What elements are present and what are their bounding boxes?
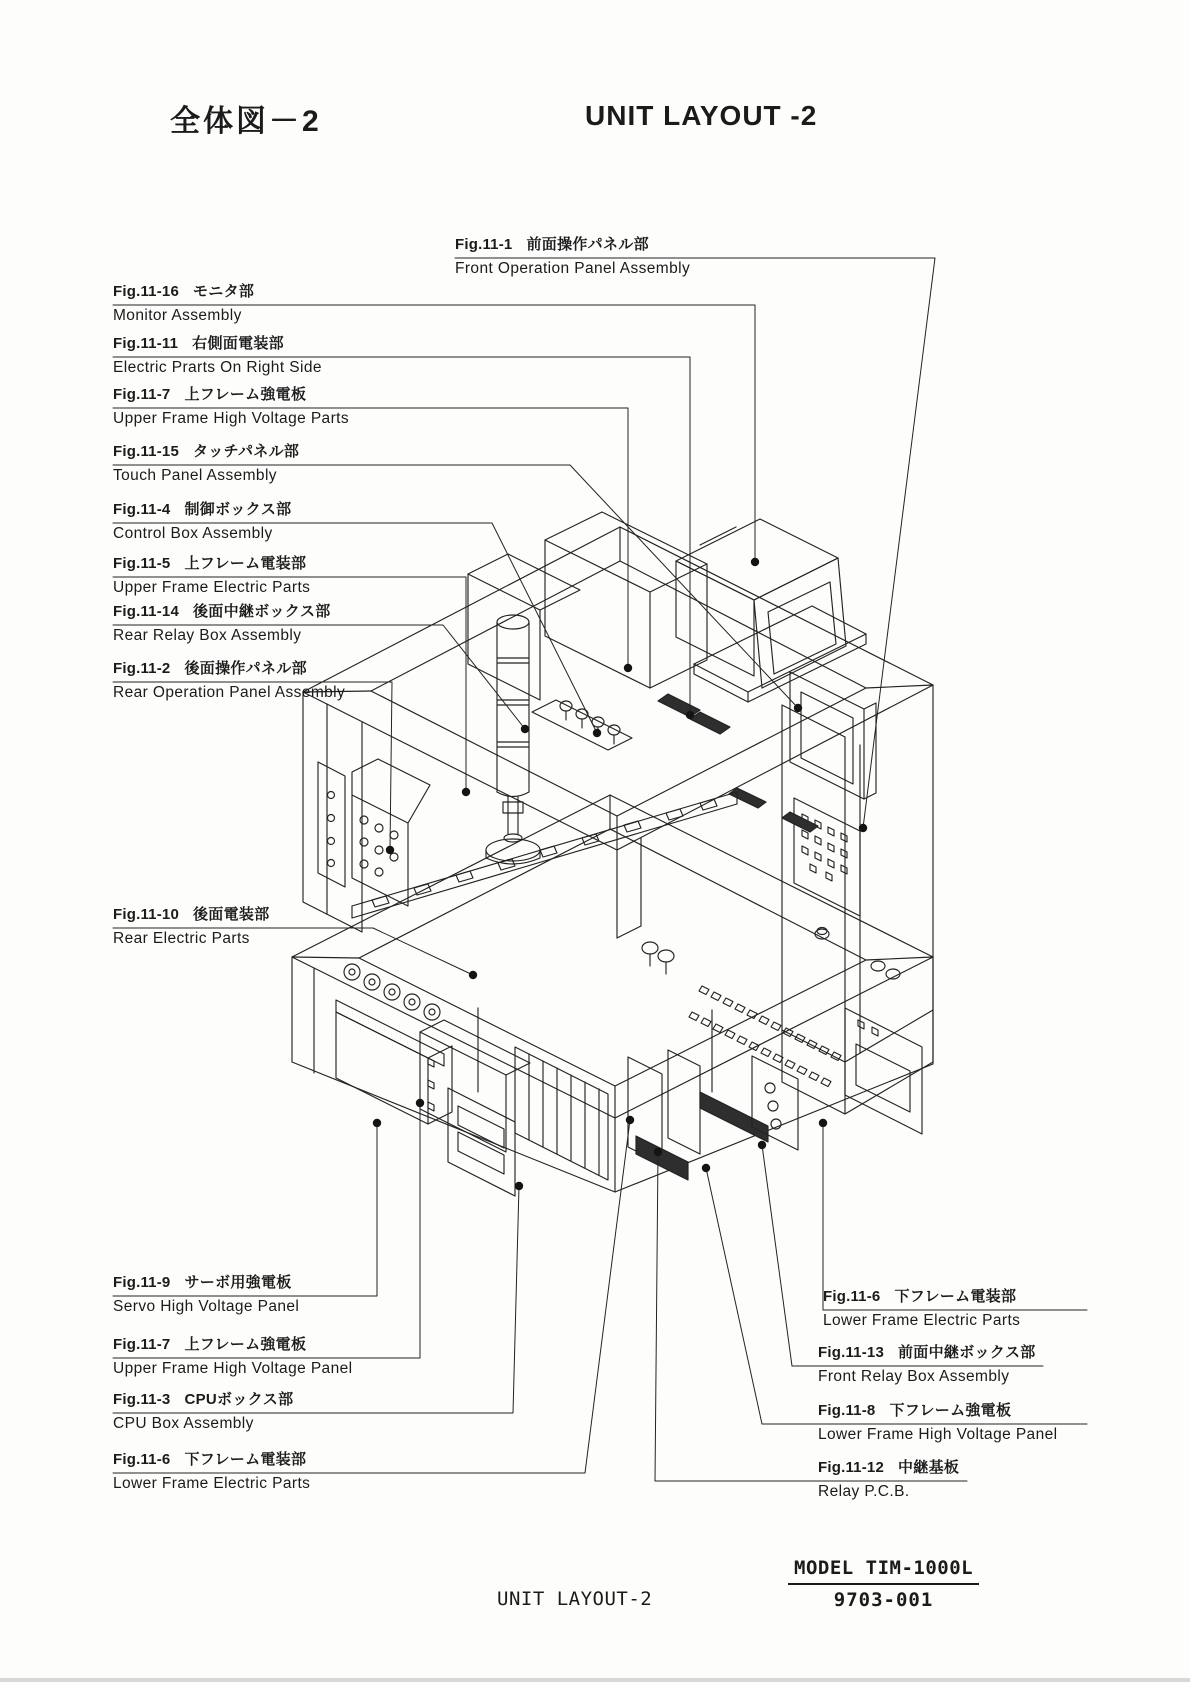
label-english: Upper Frame Electric Parts [113, 579, 311, 596]
label-japanese: 上フレーム強電板 [184, 386, 307, 403]
callout-fig11-13 [818, 1344, 1036, 1385]
fig-number: Fig.11-13 [818, 1344, 884, 1361]
callout-dot [416, 1099, 424, 1107]
terminal-rail [352, 792, 737, 918]
callout-fig11-1 [455, 236, 691, 277]
model-block [788, 1557, 979, 1611]
callout-dot [758, 1141, 766, 1149]
callout-fig11-15 [113, 443, 300, 484]
label-japanese: 後面電装部 [193, 906, 270, 923]
callout-dot [462, 788, 470, 796]
coils [642, 942, 900, 979]
callout-dot [515, 1182, 523, 1190]
callout-dot [702, 1164, 710, 1172]
label-english: Touch Panel Assembly [113, 467, 277, 484]
label-japanese: タッチパネル部 [193, 443, 300, 460]
fig-number: Fig.11-7 [113, 1336, 171, 1353]
callout-dot [686, 711, 694, 719]
callout-fig11-7-bottom [113, 1336, 353, 1377]
label-japanese: CPUボックス部 [184, 1391, 294, 1408]
label-japanese: 中継基板 [898, 1459, 960, 1476]
callout-fig11-8 [818, 1402, 1058, 1443]
center-panels [478, 1008, 712, 1164]
label-english: Monitor Assembly [113, 307, 242, 324]
callout-fig11-5 [113, 555, 311, 596]
relay-coil-bank [532, 700, 632, 750]
label-japanese: モニタ部 [193, 283, 255, 300]
callout-fig11-7-top [113, 386, 349, 427]
cpu-box [448, 1047, 608, 1196]
fig-number: Fig.11-12 [818, 1459, 884, 1476]
page-title-japanese: 全体図－2 [170, 105, 322, 138]
callout-dot [624, 664, 632, 672]
label-english: Electric Prarts On Right Side [113, 359, 322, 376]
servo-panel [420, 1020, 530, 1152]
label-english: Relay P.C.B. [818, 1483, 910, 1500]
scan-edge [0, 1678, 1190, 1682]
label-english: CPU Box Assembly [113, 1415, 254, 1432]
callout-dot [386, 846, 394, 854]
callout-fig11-6-right [823, 1288, 1021, 1329]
callout-dot [859, 824, 867, 832]
callout-dot [469, 971, 477, 979]
fig-number: Fig.11-5 [113, 555, 171, 572]
fig-number: Fig.11-3 [113, 1391, 171, 1408]
callout-fig11-10 [113, 906, 270, 947]
label-english: Rear Electric Parts [113, 930, 250, 947]
page-title-english: UNIT LAYOUT -2 [585, 100, 818, 131]
fig-number: Fig.11-14 [113, 603, 179, 620]
label-english: Upper Frame High Voltage Parts [113, 410, 349, 427]
label-japanese: 上フレーム強電板 [184, 1336, 307, 1353]
callout-dot [626, 1116, 634, 1124]
fig-number: Fig.11-7 [113, 386, 171, 403]
fig-number: Fig.11-6 [113, 1451, 171, 1468]
callout-fig11-12 [818, 1459, 960, 1500]
label-japanese: 下フレーム強電板 [889, 1402, 1012, 1419]
label-japanese: 制御ボックス部 [184, 501, 292, 518]
label-japanese: 後面操作パネル部 [184, 660, 307, 677]
fig-number: Fig.11-15 [113, 443, 179, 460]
label-english: Rear Operation Panel Assembly [113, 684, 346, 701]
label-english: Lower Frame Electric Parts [113, 1475, 311, 1492]
label-english: Front Operation Panel Assembly [455, 260, 691, 277]
callout-dot [521, 725, 529, 733]
fig-number: Fig.11-9 [113, 1274, 171, 1291]
control-box [468, 512, 707, 700]
callout-fig11-14 [113, 603, 331, 644]
signal-tower-light [486, 615, 540, 864]
fig-number: Fig.11-16 [113, 283, 179, 300]
label-english: Servo High Voltage Panel [113, 1298, 300, 1315]
callout-dot [751, 558, 759, 566]
fig-number: Fig.11-2 [113, 660, 171, 677]
label-japanese: サーボ用強電板 [184, 1274, 292, 1291]
callout-dot [819, 1119, 827, 1127]
crt-monitor [676, 519, 866, 702]
label-japanese: 上フレーム電装部 [184, 555, 307, 572]
model-number: MODEL TIM-1000L [788, 1557, 979, 1585]
callout-fig11-4 [113, 501, 292, 542]
label-japanese: 下フレーム電装部 [184, 1451, 307, 1468]
fig-number: Fig.11-4 [113, 501, 171, 518]
fig-number: Fig.11-11 [113, 335, 179, 352]
footer-title: UNIT LAYOUT-2 [497, 1588, 653, 1610]
fig-number: Fig.11-8 [818, 1402, 876, 1419]
fig-number: Fig.11-10 [113, 906, 179, 923]
callout-fig11-2 [113, 660, 346, 701]
label-english: Upper Frame High Voltage Panel [113, 1360, 353, 1377]
touch-panel [790, 672, 876, 799]
callout-dot [593, 729, 601, 737]
lower-frame [292, 795, 933, 1192]
upper-frame [303, 527, 933, 938]
callout-dot [794, 704, 802, 712]
callout-fig11-9 [113, 1274, 300, 1315]
label-english: Rear Relay Box Assembly [113, 627, 302, 644]
label-english: Lower Frame High Voltage Panel [818, 1426, 1058, 1443]
label-english: Lower Frame Electric Parts [823, 1312, 1021, 1329]
label-japanese: 後面中継ボックス部 [193, 603, 331, 620]
label-english: Control Box Assembly [113, 525, 273, 542]
callout-fig11-6-left [113, 1451, 311, 1492]
rear-operation-panel [318, 759, 430, 906]
label-english: Front Relay Box Assembly [818, 1368, 1010, 1385]
fig-number: Fig.11-6 [823, 1288, 881, 1305]
callout-dot [373, 1119, 381, 1127]
label-japanese: 右側面電装部 [192, 335, 284, 352]
callout-fig11-3 [113, 1391, 294, 1432]
label-japanese: 前面中継ボックス部 [898, 1344, 1036, 1361]
front-column [782, 685, 933, 1114]
callout-dot [654, 1148, 662, 1156]
callout-fig11-11 [113, 335, 322, 376]
document-number: 9703-001 [833, 1589, 934, 1611]
fig-number: Fig.11-1 [455, 236, 513, 253]
label-japanese: 下フレーム電装部 [894, 1288, 1017, 1305]
callout-fig11-16 [113, 283, 255, 324]
right-face-panel [845, 1008, 922, 1134]
label-japanese: 前面操作パネル部 [526, 236, 649, 253]
